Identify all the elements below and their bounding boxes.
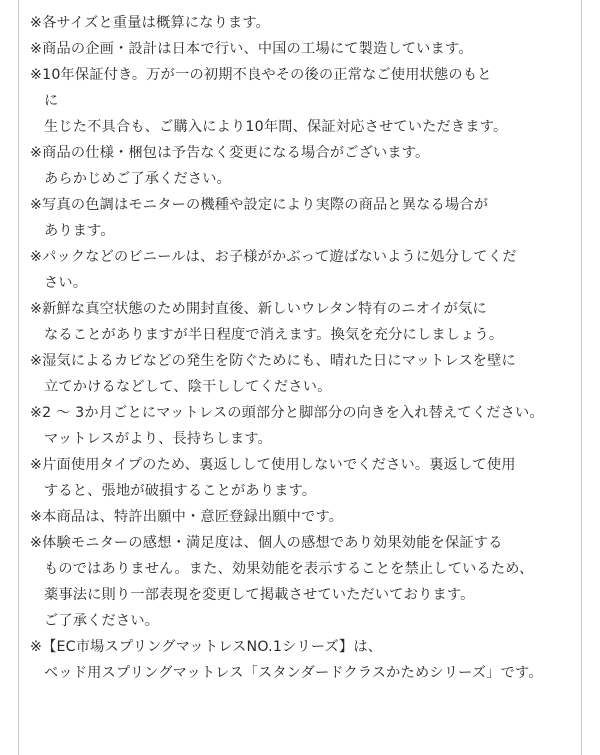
note-continuation-line: あります。	[44, 223, 115, 239]
note-line: ※【EC市場スプリングマットレスNO.1シリーズ】は、	[30, 639, 383, 655]
note-line: ※写真の色調はモニターの機種や設定により実際の商品と異なる場合が	[30, 197, 489, 213]
note-continuation-line: 薬事法に則り一部表現を変更して掲載させていただいております。	[44, 587, 475, 603]
note-continuation-line: ものではありません。また、効果効能を表示することを禁止しているため、	[44, 561, 534, 577]
notes-list	[30, 10, 580, 686]
note-line: ※商品の企画・設計は日本で行い、中国の工場にて製造しています。	[30, 41, 473, 57]
note-continuation-line: なることがありますが半日程度で消えます。換気を充分にしましょう。	[44, 327, 504, 343]
note-continuation-line: すると、張地が破損することがあります。	[44, 483, 317, 499]
note-line: ※湿気によるカビなどの発生を防ぐためにも、晴れた日にマットレスを壁に	[30, 353, 516, 369]
note-line: ※新鮮な真空状態のため開封直後、新しいウレタン特有のニオイが気に	[30, 301, 487, 317]
note-line: ※2 ～ 3か月ごとにマットレスの頭部分と脚部分の向きを入れ替えてください。	[30, 405, 544, 421]
note-continuation-line: 生じた不具合も、ご購入により10年間、保証対応させていただきます。	[44, 119, 508, 135]
note-line: ※各サイズと重量は概算になります。	[30, 15, 271, 31]
note-continuation-line: 立てかけるなどして、陰干ししてください。	[44, 379, 332, 395]
note-continuation-line: さい。	[44, 275, 88, 291]
note-line: ※商品の仕様・梱包は予告なく変更になる場合がございます。	[30, 145, 430, 161]
note-continuation-line: あらかじめご了承ください。	[44, 171, 232, 187]
note-continuation-line: に	[44, 93, 59, 109]
note-line: ※本商品は、特許出願中・意匠登録出願中です。	[30, 509, 344, 525]
note-line: ※10年保証付き。万が一の初期不良やその後の正常なご使用状態のもと	[30, 67, 492, 83]
note-continuation-line: マットレスがより、長持ちします。	[44, 431, 273, 447]
note-line: ※片面使用タイプのため、裏返しして使用しないでください。裏返して使用	[30, 457, 516, 473]
note-continuation-line: ご了承ください。	[44, 613, 160, 629]
note-continuation-line: ベッド用スプリングマットレス「スタンダードクラスかためシリーズ」です。	[44, 665, 543, 681]
note-line: ※パックなどのビニールは、お子様がかぶって遊ばないように処分してくだ	[30, 249, 517, 265]
note-line: ※体験モニターの感想・満足度は、個人の感想であり効果効能を保証する	[30, 535, 503, 551]
